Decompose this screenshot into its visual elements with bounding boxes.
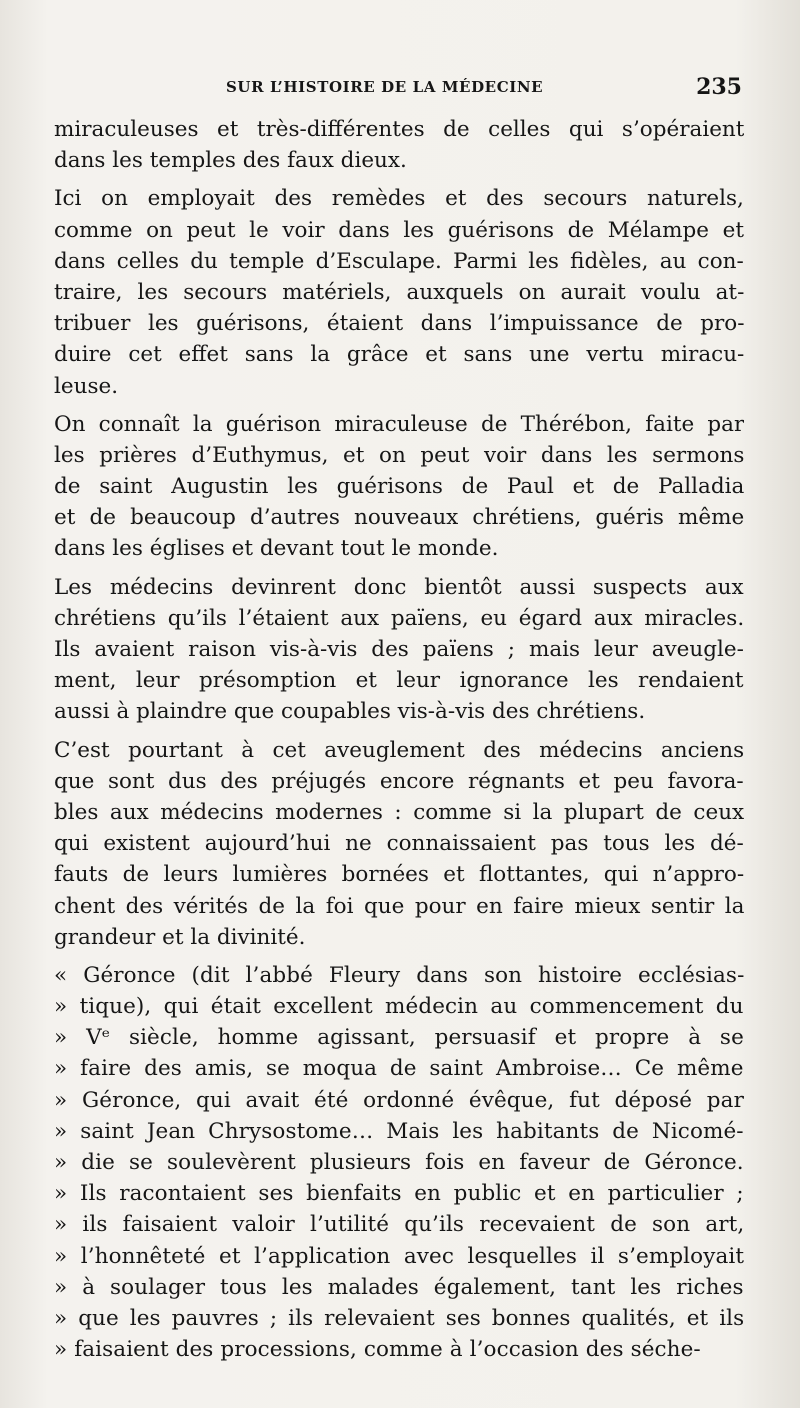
text-line: » tique), qui était excellent médecin au commencement du bbox=[54, 994, 744, 1020]
text-line: » saint Jean Chrysostome… Mais les habitants de Nicomé- bbox=[54, 1118, 744, 1144]
text-line: dans les églises et devant tout le monde. bbox=[54, 536, 499, 562]
text-line: de saint Augustin les guérisons de Paul et de Palladia bbox=[54, 474, 744, 500]
text-line: « Géronce (dit l’abbé Fleury dans son histoire ecclésias- bbox=[54, 962, 744, 988]
text-line: C’est pourtant à cet aveuglement des médecins anciens bbox=[54, 737, 744, 763]
text-line: Les médecins devinrent donc bientôt aussi suspects aux bbox=[54, 574, 744, 600]
text-line: miraculeuses et très-différentes de celles qui s’opéraient bbox=[54, 117, 744, 142]
text-line: leuse. bbox=[54, 373, 119, 399]
text-line: » Vᵉ siècle, homme agissant, persuasif et propre à se bbox=[54, 1025, 744, 1051]
text-line: » l’honnêteté et l’application avec lesquelles il s’employait bbox=[54, 1243, 744, 1269]
text-line: que sont dus des préjugés encore régnants et peu favora- bbox=[54, 768, 744, 794]
text-line: » die se soulevèrent plusieurs fois en faveur de Géronce. bbox=[54, 1150, 744, 1175]
text-line: comme on peut le voir dans les guérisons de Mélampe et bbox=[54, 217, 744, 243]
text-line: » Ils racontaient ses bienfaits en public et en particulier ; bbox=[54, 1181, 744, 1207]
text-line: » à soulager tous les malades également, tant les riches bbox=[54, 1274, 744, 1300]
text-line: les prières d’Euthymus, et on peut voir dans les sermons bbox=[54, 442, 744, 468]
text-line: On connaît la guérison miraculeuse de Thérébon, faite par bbox=[54, 411, 744, 437]
text-line: » Géronce, qui avait été ordonné évêque, fut déposé par bbox=[54, 1087, 744, 1113]
text-line: tribuer les guérisons, étaient dans l’impuissance de pro- bbox=[54, 311, 744, 337]
text-line: » faire des amis, se moqua de saint Ambroise… Ce même bbox=[54, 1056, 744, 1082]
paragraph bbox=[54, 114, 744, 176]
text-line: Ils avaient raison vis-à-vis des païens ; mais leur aveugle- bbox=[54, 637, 744, 662]
text-line: traire, les secours matériels, auxquels on aurait voulu at- bbox=[54, 279, 744, 305]
text-line: dans celles du temple d’Esculape. Parmi les fidèles, au con- bbox=[54, 248, 744, 274]
text-line: dans les temples des faux dieux. bbox=[54, 148, 407, 174]
text-line: ment, leur présomption et leur ignorance les rendaient bbox=[54, 668, 744, 694]
paragraph bbox=[54, 960, 744, 1365]
text-line: grandeur et la divinité. bbox=[54, 924, 306, 950]
running-title: SUR L’HISTOIRE DE LA MÉDECINE bbox=[226, 78, 544, 96]
page-number: 235 bbox=[696, 74, 742, 100]
text-line: qui existent aujourd’hui ne connaissaient pas tous les dé- bbox=[54, 831, 744, 857]
text-line: chent des vérités de la foi que pour en faire mieux sentir la bbox=[54, 893, 744, 919]
text-line: duire cet effet sans la grâce et sans une vertu miracu- bbox=[54, 342, 744, 368]
paragraph bbox=[54, 409, 744, 565]
text-line: fauts de leurs lumières bornées et flottantes, qui n’appro- bbox=[54, 862, 744, 888]
page-header bbox=[56, 74, 742, 104]
paragraph bbox=[54, 572, 744, 728]
text-line: aussi à plaindre que coupables vis-à-vis des chrétiens. bbox=[54, 699, 646, 725]
text-line: et de beaucoup d’autres nouveaux chrétiens, guéris même bbox=[54, 505, 744, 531]
text-line: bles aux médecins modernes : comme si la plupart de ceux bbox=[54, 799, 744, 825]
page-body bbox=[54, 114, 744, 1372]
text-line: » faisaient des processions, comme à l’occasion des séche- bbox=[54, 1337, 701, 1363]
paragraph bbox=[54, 183, 744, 401]
paragraph bbox=[54, 735, 744, 953]
text-line: Ici on employait des remèdes et des secours naturels, bbox=[54, 186, 744, 212]
text-line: » que les pauvres ; ils relevaient ses bonnes qualités, et ils bbox=[54, 1305, 744, 1331]
text-line: » ils faisaient valoir l’utilité qu’ils recevaient de son art, bbox=[54, 1212, 744, 1238]
text-line: chrétiens qu’ils l’étaient aux païens, eu égard aux miracles. bbox=[54, 605, 744, 631]
